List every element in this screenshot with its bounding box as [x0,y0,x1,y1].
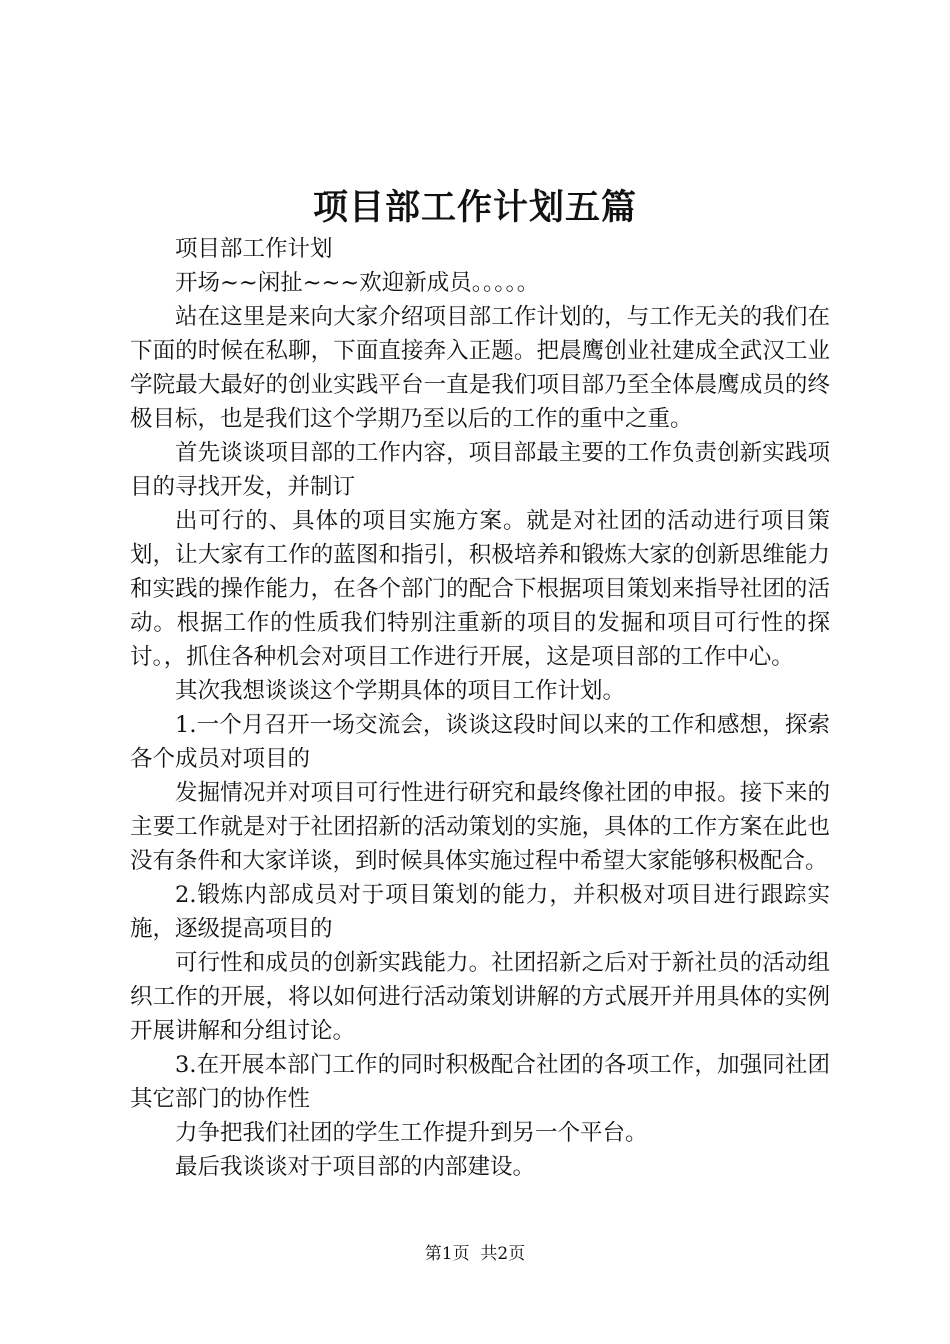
paragraph: 可行性和成员的创新实践能力。社团招新之后对于新社员的活动组织工作的开展，将以如何进行活动策划讲解的方式展开并用具体的实例开展讲解和分组讨论。 [130,950,830,1044]
document-title: 项目部工作计划五篇 [312,187,637,228]
paragraph: 2.锻炼内部成员对于项目策划的能力，并积极对项目进行跟踪实施，逐级提高项目的 [130,882,830,942]
page-number-label: 第1页 共2页 [424,1244,526,1264]
paragraph: 项目部工作计划 [175,236,333,262]
paragraph: 1.一个月召开一场交流会，谈谈这段时间以来的工作和感想，探索各个成员对项目的 [130,712,830,772]
paragraph: 首先谈谈项目部的工作内容，项目部最主要的工作负责创新实践项目的寻找开发，并制订 [130,440,830,500]
paragraph: 发掘情况并对项目可行性进行研究和最终像社团的申报。接下来的主要工作就是对于社团招新的活动策划的实施，具体的工作方案在此也没有条件和大家详谈，到时候具体实施过程中希望大家能够积极配合。 [130,780,830,874]
paragraph: 力争把我们社团的学生工作提升到另一个平台。 [175,1120,648,1146]
paragraph: 最后我谈谈对于项目部的内部建设。 [175,1154,536,1180]
paragraph: 3.在开展本部门工作的同时积极配合社团的各项工作，加强同社团其它部门的协作性 [130,1052,830,1112]
paragraph: 其次我想谈谈这个学期具体的项目工作计划。 [175,678,626,704]
paragraph: 开场~~闲扯~~~欢迎新成员。。。。。 [175,270,540,296]
page-footer [0,1242,950,1266]
paragraph: 出可行的、具体的项目实施方案。就是对社团的活动进行项目策划，让大家有工作的蓝图和指引，积极培养和锻炼大家的创新思维能力和实践的操作能力，在各个部门的配合下根据项目策划来指导社团的活动。根据工作的性质我们特别注重新的项目的发掘和项目可行性的探讨。，抓住各种机会对项目工作进行开展，这是项目部的工作中心。 [130,508,830,670]
document-body [130,232,830,1184]
paragraph: 站在这里是来向大家介绍项目部工作计划的，与工作无关的我们在下面的时候在私聊，下面直接奔入正题。把晨鹰创业社建成全武汉工业学院最大最好的创业实践平台一直是我们项目部乃至全体晨鹰成员的终极目标，也是我们这个学期乃至以后的工作的重中之重。 [130,304,830,432]
